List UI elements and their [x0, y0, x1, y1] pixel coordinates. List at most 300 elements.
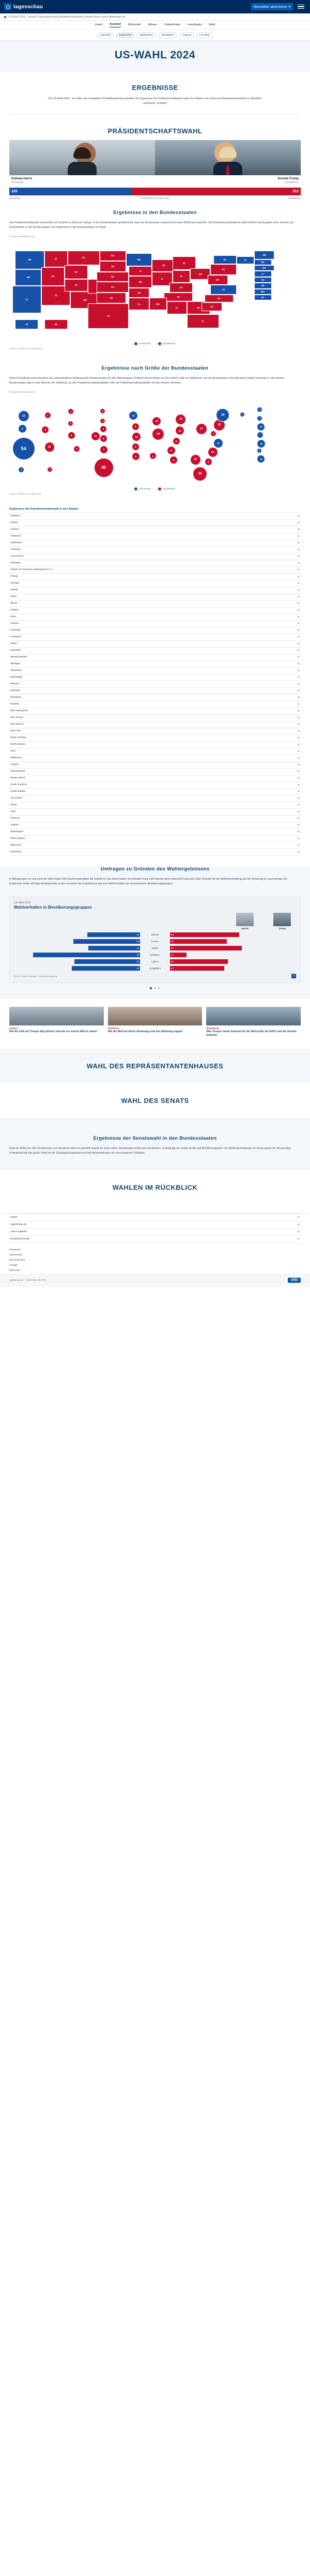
site-logo[interactable] — [4, 3, 43, 10]
state-row-connecticut[interactable] — [9, 554, 301, 560]
bubble-state-NY[interactable]: 28 — [216, 408, 229, 422]
chevron-down-icon — [298, 690, 300, 692]
state-label: New Mexico — [10, 723, 24, 726]
state-row-south-dakota[interactable] — [9, 789, 301, 795]
map-state-MA[interactable]: MA — [254, 265, 274, 271]
state-row-nevada[interactable] — [9, 701, 301, 708]
map-state-CA[interactable]: CA — [12, 286, 41, 313]
bubble-state-AL[interactable]: 9 — [169, 456, 178, 464]
state-row-tennessee[interactable] — [9, 795, 301, 802]
state-row-wyoming[interactable] — [9, 849, 301, 856]
chevron-down-icon — [298, 609, 300, 611]
bubble-state-IL[interactable]: 19 — [152, 428, 164, 440]
bubble-state-TX[interactable]: 40 — [94, 458, 114, 478]
teaser-headline: Wie die Welt auf Harris Niederlage und den Wahlsieg reagiert — [107, 1030, 183, 1033]
bubble-state-AR[interactable]: 6 — [132, 443, 140, 451]
map-state-AL[interactable]: AL — [167, 301, 187, 314]
map-state-NC[interactable]: NC — [205, 295, 234, 302]
state-row-new-hampshire[interactable] — [9, 708, 301, 715]
map-state-WA[interactable]: WA — [15, 251, 44, 269]
chevron-down-icon — [298, 771, 300, 772]
state-row-arkansas[interactable] — [9, 533, 301, 540]
map-state-MT[interactable]: MT — [68, 251, 100, 266]
bubble-state-CO[interactable]: 10 — [91, 432, 100, 441]
bubble-state-VA[interactable]: 13 — [213, 438, 223, 448]
map-state-MI[interactable]: MI — [173, 256, 196, 270]
candidate-harris[interactable] — [9, 140, 155, 186]
state-label: Nevada — [10, 703, 19, 706]
map-state-IA[interactable]: IA — [129, 266, 152, 276]
bar-category-label: Weiße — [151, 947, 159, 949]
bubble-state-ID[interactable]: 4 — [44, 412, 51, 419]
state-label: Arizona — [10, 528, 19, 531]
map-state-OH[interactable]: OH — [190, 268, 210, 280]
bubble-state-CA[interactable]: 54 — [12, 437, 35, 460]
bubble-state-WY[interactable]: 3 — [68, 421, 73, 426]
state-row-minnesota[interactable] — [9, 668, 301, 674]
bar-category-label: Schwarze — [150, 954, 160, 956]
chevron-down-icon — [298, 569, 300, 571]
section-chip-row — [0, 29, 310, 40]
chevron-down-icon — [298, 697, 300, 698]
survey-heading: Umfragen zu Gründen des Wahlergebnisses — [100, 866, 210, 872]
state-row-vermont[interactable] — [9, 816, 301, 822]
map-state-WI[interactable]: WI — [152, 259, 175, 272]
state-row-montana[interactable] — [9, 688, 301, 695]
map-state-OK[interactable]: OK — [97, 293, 126, 303]
chart-kicker: US-Wahl 2024 — [14, 901, 31, 904]
chip-liveblog[interactable]: Live-Blog — [196, 33, 213, 38]
teaser-card-analysis[interactable] — [9, 1007, 104, 1037]
utility-bar — [0, 0, 310, 13]
bubble-state-OH[interactable]: 17 — [196, 423, 207, 435]
us-bubble-map[interactable] — [9, 396, 301, 484]
map-state-MO[interactable]: MO — [129, 276, 152, 288]
bubble-state-IN[interactable]: 11 — [175, 426, 184, 435]
harris-thumb-image — [236, 913, 254, 926]
map-state-MD[interactable]: MD — [254, 289, 272, 295]
footer-link-bildrechte[interactable]: Bildrechte — [9, 1268, 20, 1271]
bubble-state-WI[interactable]: 10 — [152, 417, 161, 426]
state-row-alabama[interactable] — [9, 513, 301, 520]
bubble-map-source: Quelle: AP/Edison via tagesschau — [9, 492, 42, 495]
nav-item-wirtschaft[interactable]: Wirtschaft — [128, 23, 141, 26]
state-label: Missouri — [10, 683, 20, 685]
chevron-down-icon — [298, 656, 300, 658]
state-row-ohio[interactable] — [9, 748, 301, 755]
ard-logo[interactable]: ARD — [288, 1278, 301, 1283]
map-state-AR[interactable]: AR — [129, 288, 149, 298]
state-row-michigan[interactable] — [9, 661, 301, 668]
carousel-dot-1[interactable] — [150, 987, 152, 989]
electoral-vote-bar-wrapper — [0, 186, 310, 200]
chevron-down-icon — [298, 777, 300, 779]
bubble-state-MS[interactable]: 6 — [149, 452, 157, 459]
map-state-NH[interactable]: NH — [254, 259, 272, 265]
footer-accordion-label: Inland — [10, 1216, 18, 1219]
state-row-dc[interactable] — [9, 567, 301, 574]
bubble-state-KS[interactable]: 6 — [100, 435, 107, 442]
page-header — [0, 40, 310, 71]
state-label: Rhode Island — [10, 777, 25, 779]
map-state-LA[interactable]: LA — [129, 298, 149, 311]
bubble-state-VT[interactable]: 3 — [240, 412, 245, 417]
map-state-DE[interactable]: DE — [254, 283, 272, 288]
bubble-state-WV[interactable]: 4 — [210, 431, 216, 437]
state-row-arizona[interactable] — [9, 527, 301, 533]
chevron-down-icon — [298, 791, 300, 792]
chip-kandidaten[interactable]: Kandidaten — [158, 33, 177, 38]
bar-value-harris: 85 — [136, 954, 139, 956]
map-state-IN[interactable]: IN — [173, 270, 190, 283]
chevron-down-icon — [298, 737, 300, 739]
map-state-FL[interactable]: FL — [187, 314, 219, 328]
state-label: Arkansas — [10, 535, 21, 538]
state-results-accordion — [9, 513, 301, 856]
state-results-list-section — [0, 500, 310, 856]
bubble-state-MT[interactable]: 4 — [68, 408, 74, 415]
chip-ergebnisse[interactable]: Ergebnisse — [116, 33, 134, 38]
state-label: Tennessee — [10, 797, 23, 800]
state-row-colorado[interactable] — [9, 547, 301, 554]
bubble-state-MN[interactable]: 10 — [129, 411, 138, 420]
bubble-state-MO[interactable]: 10 — [132, 432, 141, 441]
bubble-state-NM[interactable]: 5 — [73, 446, 80, 452]
state-row-rhode-island[interactable] — [9, 775, 301, 782]
chevron-down-icon — [298, 703, 300, 705]
map-state-AK[interactable]: AK — [44, 319, 68, 329]
footer-link-datenschutz[interactable]: Datenschutz — [9, 1253, 23, 1256]
breaking-news-strip[interactable] — [0, 13, 310, 21]
teaser-card-reactions[interactable] — [108, 1007, 203, 1037]
state-label: Wisconsin — [10, 844, 22, 847]
state-label: Maine — [10, 642, 18, 645]
state-row-north-dakota[interactable] — [9, 742, 301, 748]
map-state-WY[interactable]: WY — [65, 265, 88, 279]
state-results-title: Ergebnisse der Präsidentschaftswahl in den Staaten — [9, 507, 79, 511]
map-state-NJ[interactable]: NJ — [254, 277, 272, 283]
carousel-dot-3[interactable] — [158, 987, 160, 989]
state-row-georgia[interactable] — [9, 580, 301, 587]
state-row-massachusetts[interactable] — [9, 654, 301, 661]
chevron-down-icon — [298, 811, 300, 812]
bubble-state-PA[interactable]: 19 — [213, 419, 225, 431]
bubble-legend-rep: Republikaner — [158, 487, 176, 490]
bubble-state-NV[interactable]: 6 — [41, 426, 49, 434]
state-row-kansas[interactable] — [9, 621, 301, 627]
state-row-south-carolina[interactable] — [9, 782, 301, 789]
map-state-PA[interactable]: PA — [210, 264, 237, 275]
state-label: Indiana — [10, 609, 19, 611]
state-label: Alaska — [10, 522, 18, 524]
nav-item-investigativ[interactable]: Investigativ — [187, 23, 202, 26]
chip-wahlsystem[interactable]: Wahlsystem — [136, 33, 156, 38]
bubble-state-NJ[interactable]: 14 — [257, 439, 266, 448]
state-row-illinois[interactable] — [9, 601, 301, 607]
state-label: Delaware — [10, 562, 21, 564]
bar-value-harris: 54 — [136, 967, 139, 970]
state-row-pennsylvania[interactable] — [9, 769, 301, 775]
map-state-ND[interactable]: ND — [100, 251, 126, 262]
map-state-NE[interactable]: NE — [97, 272, 129, 282]
state-row-oregon[interactable] — [9, 762, 301, 769]
bubble-state-AZ[interactable]: 11 — [44, 442, 55, 452]
teaser-image-background — [206, 1007, 301, 1025]
map-state-GA[interactable]: GA — [187, 301, 210, 314]
map-state-CT[interactable]: CT — [254, 271, 272, 277]
bubble-state-SC[interactable]: 9 — [205, 458, 212, 466]
footer-link-kontakt[interactable]: Kontakt — [9, 1263, 18, 1266]
footer-link-barrierefreiheit[interactable]: Barrierefreiheit — [9, 1258, 25, 1261]
map-state-VA[interactable]: VA — [210, 285, 237, 295]
state-row-indiana[interactable] — [9, 607, 301, 614]
state-label: Michigan — [10, 663, 21, 665]
share-icon[interactable]: ↗ — [291, 974, 296, 978]
chevron-down-icon — [298, 717, 300, 718]
nav-item-wissen[interactable]: Wissen — [148, 23, 158, 26]
candidate-harris-name: Kamala Harris — [11, 177, 33, 180]
survey-text: In Befragungen vor und nach der Wahl haben US-Forschungsinstitute die Gründe für das Abschneiden von Donald Trump und Kamala Harris untersucht und auch nach Gründen für die Wahlentscheidung und die Stimmung im Land gefragt. Die Ergebnisse helfen wichtige Anhaltspunkte zu den Ursachen des Ergebnisses und zum Wahlverhalten der verschiedenen Bevölkerungsgruppen. — [9, 877, 287, 885]
bubble-state-MI[interactable]: 15 — [175, 414, 186, 425]
bubble-map-section — [0, 365, 310, 500]
state-row-utah[interactable] — [9, 809, 301, 816]
state-label: Illinois — [10, 602, 18, 605]
bubble-state-TN[interactable]: 11 — [167, 446, 176, 455]
state-map-label: Präsidentschaftswahl 2024 — [9, 235, 36, 238]
state-label: North Dakota — [10, 743, 25, 746]
map-state-AZ[interactable]: AZ — [41, 286, 70, 305]
carousel-dot-2[interactable] — [154, 987, 156, 989]
chart-row-frauen — [14, 939, 296, 944]
nav-item-inland[interactable]: Inland — [95, 23, 103, 26]
chevron-down-icon — [298, 562, 300, 564]
bubble-state-GA[interactable]: 16 — [190, 454, 201, 465]
survey-section — [0, 866, 310, 999]
map-state-KS[interactable]: KS — [97, 282, 129, 293]
state-row-new-jersey[interactable] — [9, 715, 301, 722]
state-row-maryland[interactable] — [9, 648, 301, 654]
map-state-DC[interactable]: DC — [254, 295, 272, 300]
bar-value-trump: 46 — [171, 960, 174, 963]
candidate-duel — [0, 140, 310, 186]
map-state-NY[interactable]: NY — [213, 255, 237, 264]
chevron-down-icon — [298, 804, 300, 806]
state-row-missouri[interactable] — [9, 681, 301, 688]
state-row-oklahoma[interactable] — [9, 755, 301, 762]
footer-accordion-tagesschau[interactable] — [9, 1221, 301, 1229]
footer-links — [0, 1243, 310, 1274]
state-label: Georgia — [10, 582, 20, 585]
state-label: Connecticut — [10, 555, 24, 558]
state-row-maine[interactable] — [9, 641, 301, 648]
footer-link-impressum[interactable]: Impressum — [9, 1248, 21, 1251]
state-label: Oklahoma — [10, 757, 22, 759]
bubble-state-OR[interactable]: 8 — [18, 424, 27, 433]
state-row-kentucky[interactable] — [9, 627, 301, 634]
chevron-down-icon — [298, 838, 300, 839]
map-state-ID[interactable]: ID — [44, 251, 68, 267]
bar-value-trump: 55 — [171, 933, 174, 936]
nav-item-mehr[interactable]: Mehr — [209, 23, 215, 26]
chevron-down-icon — [298, 818, 300, 819]
carousel-pager[interactable] — [9, 983, 301, 989]
state-label: Maryland — [10, 649, 21, 652]
footer-accordion-label: tagesschau.de — [10, 1223, 27, 1226]
map-state-UT[interactable]: UT — [65, 279, 88, 292]
chip-startseite[interactable]: Startseite — [97, 33, 114, 38]
chevron-down-icon — [298, 710, 300, 712]
results-heading: ERGEBNISSE — [132, 84, 178, 91]
chevron-down-icon — [298, 670, 300, 671]
state-label: Florida — [10, 575, 18, 578]
state-row-nebraska[interactable] — [9, 695, 301, 701]
bubble-state-CT[interactable]: 7 — [257, 432, 264, 438]
bubble-state-NE[interactable]: 5 — [100, 425, 107, 433]
retrospective-section — [0, 1170, 310, 1205]
results-section — [0, 84, 310, 106]
bubble-state-LA[interactable]: 8 — [132, 452, 140, 461]
chart-row-latinos — [14, 959, 296, 964]
bubble-state-HI[interactable]: 4 — [18, 467, 24, 473]
chevron-down-icon — [298, 522, 300, 524]
footer-accordion-rundfunk[interactable] — [9, 1236, 301, 1243]
state-row-florida[interactable] — [9, 574, 301, 580]
map-state-OR[interactable]: OR — [15, 269, 41, 286]
state-row-west-virginia[interactable] — [9, 836, 301, 842]
teaser-card-background[interactable] — [206, 1007, 301, 1037]
state-row-wisconsin[interactable] — [9, 842, 301, 849]
chart-legend-harris-label: Harris — [241, 927, 249, 930]
bubble-map-text: Diese Darstellung veranschaulicht die unterschiedliche Bedeutung der Bundesstaaten für den Wahlausgang: Größere Kreise stehen für eine höhere Zahl von Wahlleuten, die ein Bundesstaat in das Electoral College entsendet. In den kleinen Bundesstaaten gibt es drei Stimmen der Wahlleute, an den Präsidentschaftskandidaten oder die Präsidentschaftskandidatin mit den meisten Stimmen. — [9, 376, 284, 385]
state-row-kalifornien[interactable] — [9, 540, 301, 547]
map-state-KY[interactable]: KY — [169, 283, 193, 293]
state-row-mississippi[interactable] — [9, 674, 301, 681]
state-row-texas[interactable] — [9, 802, 301, 809]
map-state-TX[interactable]: TX — [88, 303, 129, 329]
teaser-image-reactions — [108, 1007, 203, 1025]
state-label: Nebraska — [10, 696, 21, 699]
bubble-state-DE[interactable]: 3 — [257, 448, 262, 453]
bubble-state-AK[interactable]: 3 — [47, 467, 53, 472]
state-row-virginia[interactable] — [9, 822, 301, 829]
state-label: Idaho — [10, 595, 17, 598]
state-row-idaho[interactable] — [9, 594, 301, 601]
bubble-state-SD[interactable]: 3 — [100, 418, 105, 424]
map-state-NV[interactable]: NV — [41, 267, 65, 286]
chevron-down-icon — [298, 529, 300, 530]
bubble-state-WA[interactable]: 12 — [18, 410, 29, 422]
bubble-state-IA[interactable]: 6 — [132, 423, 140, 431]
electoral-needed-note: 270 Wahlleute zum Sieg nötig — [140, 196, 169, 200]
state-label: West Virginia — [10, 837, 25, 840]
hamburger-icon[interactable] — [296, 3, 306, 11]
bubble-map-heading: Ergebnisse nach Größe der Bundesstaaten — [101, 365, 209, 371]
map-state-IL[interactable]: IL — [152, 272, 172, 286]
choropleth-map-card[interactable] — [9, 238, 301, 355]
chart-title: Wahlverhalten in Bevölkerungsgruppen — [14, 904, 92, 910]
footer-accordion-ard[interactable] — [9, 1229, 301, 1236]
house-section — [0, 1049, 310, 1083]
chart-legend-trump — [270, 913, 294, 930]
state-row-hawaii[interactable] — [9, 587, 301, 594]
bubble-state-ND[interactable]: 3 — [100, 408, 105, 414]
newsletter-subscribe-button[interactable] — [251, 3, 293, 10]
state-row-new-york[interactable] — [9, 728, 301, 735]
live-dot-icon — [4, 16, 6, 18]
map-source: Quelle: AP/Edison via tagesschau — [9, 347, 42, 350]
map-state-MN[interactable]: MN — [126, 253, 152, 266]
breaking-news-text: US-Wahl 2024 – Donald Trump gewinnt die Präsidentschaftswahl, Kamala Harris räumt Niederlage ein — [8, 15, 126, 19]
senate-states-text: Etwa ein Drittel der 100 Senatorinnen und Senatoren wird neu gewählt: jeweils für sechs Jahre. Bundesstaat erhält zwei Senatssitze, unabhängig von seiner Größe und Bevölkerungszahl. Die Wahlentscheidungen im Senat spielen für die jeweilige Präsidentschaft eine große Rolle bei der Gesetzgebungsarbeit und sind Mehrheitsfragen der verschiedenen Vorhaben. — [9, 1146, 291, 1155]
bar-value-harris: 53 — [136, 940, 139, 943]
us-choropleth-map[interactable] — [9, 241, 301, 339]
state-row-alaska[interactable] — [9, 520, 301, 527]
chip-analyse[interactable]: Analyse — [179, 33, 194, 38]
bubble-state-KY[interactable]: 8 — [173, 437, 180, 445]
bubble-state-ME[interactable]: 4 — [257, 407, 262, 412]
map-state-SC[interactable]: SC — [202, 302, 222, 311]
chevron-down-icon — [298, 582, 300, 584]
map-state-TN[interactable]: TN — [164, 293, 193, 301]
state-label: Ohio — [10, 750, 16, 753]
map-state-MS[interactable]: MS — [149, 298, 167, 311]
map-state-HI[interactable]: HI — [15, 319, 38, 329]
chevron-down-icon — [298, 603, 300, 604]
chart-row-schwarze — [14, 953, 296, 958]
teaser-kicker: Hintergrund — [206, 1026, 219, 1030]
nav-item-faktenfinder[interactable]: Faktenfinder — [164, 23, 180, 26]
nav-item-ausland[interactable]: Ausland — [110, 23, 121, 27]
state-row-washington[interactable] — [9, 829, 301, 836]
chevron-down-icon — [298, 1224, 300, 1225]
chevron-down-icon — [298, 616, 300, 618]
teaser-section — [0, 999, 310, 1049]
footer-copyright: tagesschau.de – Nachrichten der ARD — [9, 1279, 47, 1281]
map-legend-rep: Republikaner — [158, 342, 176, 345]
bubble-state-MA[interactable]: 11 — [257, 423, 265, 431]
bubble-state-OK[interactable]: 7 — [100, 446, 108, 454]
state-row-north-carolina[interactable] — [9, 735, 301, 742]
state-row-delaware[interactable] — [9, 560, 301, 567]
chevron-down-icon — [298, 643, 300, 645]
chevron-down-icon — [298, 750, 300, 752]
bubble-state-NC[interactable]: 16 — [208, 447, 218, 457]
state-row-iowa[interactable] — [9, 614, 301, 621]
candidate-trump-party: Republikaner — [284, 180, 299, 183]
bubble-state-MD[interactable]: 10 — [257, 455, 265, 463]
bubble-state-NH[interactable]: 4 — [257, 416, 262, 421]
page-title: US-WAHL 2024 — [114, 49, 196, 61]
bubble-state-UT[interactable]: 6 — [68, 432, 75, 439]
map-state-NM[interactable]: NM — [70, 292, 99, 308]
chevron-down-icon — [298, 683, 300, 685]
state-label: Virginia — [10, 824, 19, 826]
brand-label: tagesschau — [13, 4, 43, 10]
voting-behaviour-chart[interactable] — [9, 897, 301, 983]
state-row-new-mexico[interactable] — [9, 722, 301, 728]
bubble-state-FL[interactable]: 30 — [193, 467, 207, 481]
state-label: Pennsylvania — [10, 770, 25, 773]
map-state-ME[interactable]: ME — [254, 251, 274, 259]
map-state-SD[interactable]: SD — [100, 261, 126, 272]
state-row-louisiana[interactable] — [9, 634, 301, 641]
candidate-trump[interactable] — [155, 140, 301, 186]
electoral-bar-rep: 312 — [132, 188, 301, 195]
footer-accordion-inland[interactable] — [9, 1214, 301, 1221]
map-state-VT[interactable]: VT — [237, 256, 254, 264]
map-state-WV[interactable]: WV — [208, 275, 228, 285]
bar-category-label: Jungwähler — [149, 967, 161, 970]
